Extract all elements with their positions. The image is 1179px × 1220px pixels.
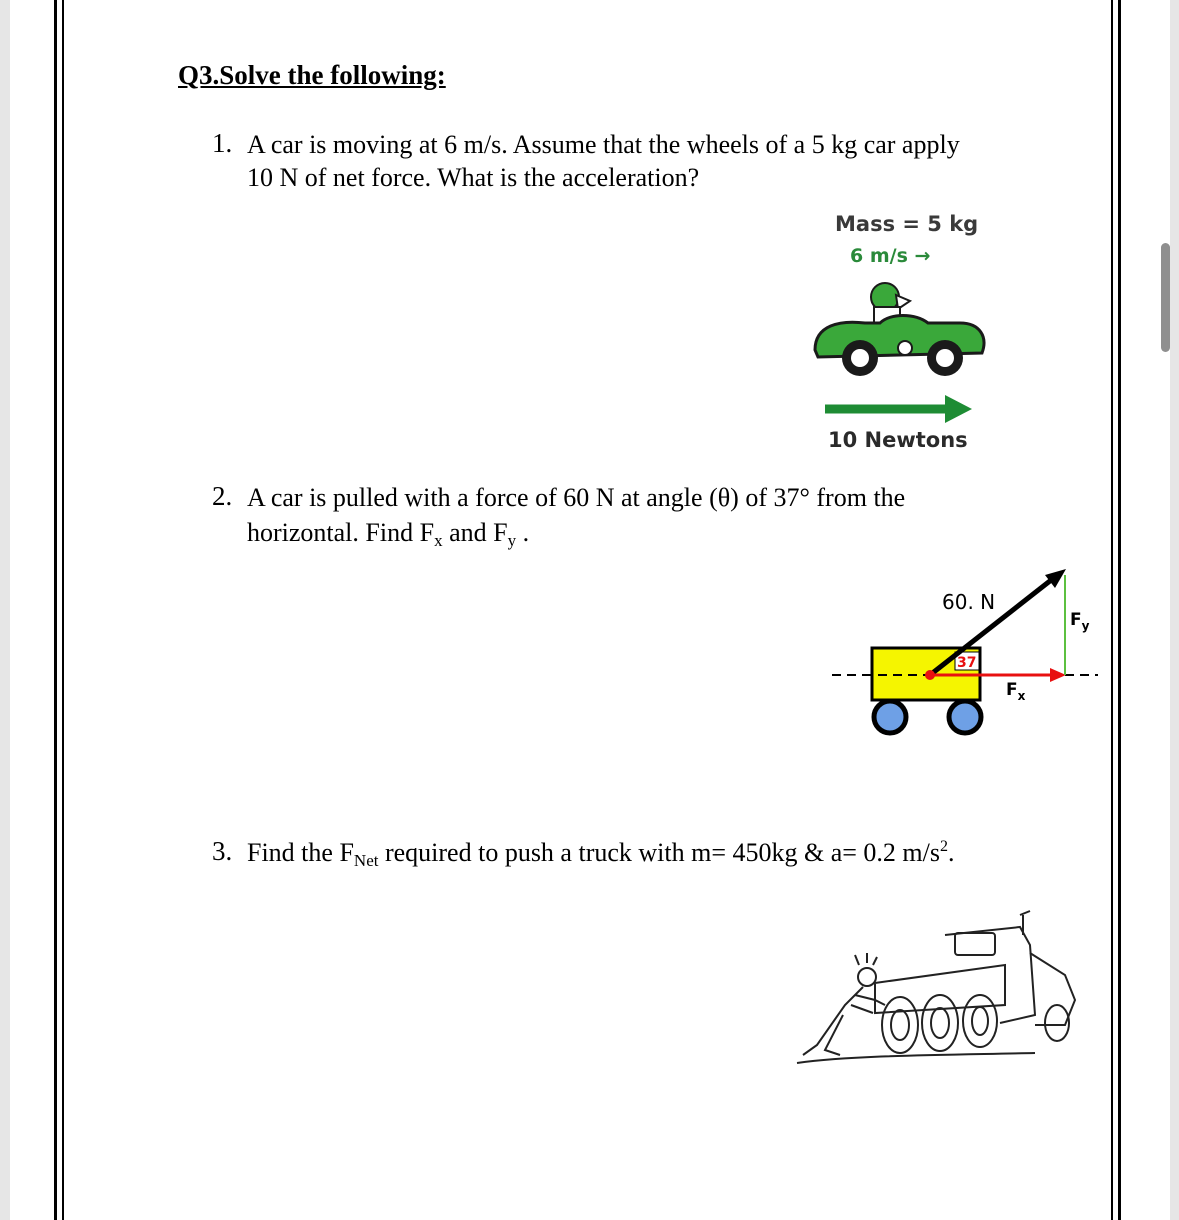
speed-label: 6 m/s → <box>850 245 931 267</box>
q1-line2: 10 N of net force. What is the acceleration? <box>247 163 700 192</box>
left-border-inner <box>62 0 64 1220</box>
q2-number: 2. <box>212 481 233 511</box>
right-border-inner <box>1111 0 1113 1220</box>
q2-cart-figure <box>830 565 1100 745</box>
cart-wheel-icon <box>874 701 906 733</box>
left-border-outer <box>54 0 57 1220</box>
q1-car-figure <box>810 205 1000 465</box>
q1-line1: A car is moving at 6 m/s. Assume that the wheels of a 5 kg car apply <box>247 130 960 159</box>
fx-label: $F_x$ <box>1006 680 1026 703</box>
scrollbar-thumb[interactable] <box>1161 243 1170 352</box>
truck-push-illustration <box>795 905 1085 1070</box>
right-border-outer <box>1118 0 1121 1220</box>
force-label: 10 Newtons <box>828 428 968 452</box>
mass-label: Mass = 5 kg <box>835 212 979 236</box>
q3-number: 3. <box>212 836 233 866</box>
q2-line2: horizontal. Find Fx and Fy . <box>247 518 530 550</box>
force-arrow-head <box>945 395 972 423</box>
cart-wheel-icon <box>949 701 981 733</box>
q1-number: 1. <box>212 128 233 158</box>
section-heading: Q3.Solve the following: <box>178 60 446 90</box>
q2-line1: A car is pulled with a force of 60 N at angle (θ) of 37° from the <box>247 483 906 512</box>
angle-label: 37 <box>957 655 977 671</box>
fy-label: $F_y$ <box>1070 610 1090 633</box>
pull-force-label: 60. N <box>942 590 996 614</box>
q3-text: Find the FNet required to push a truck with m= 450kg & a= 0.2 $m/s^2$. <box>247 838 955 870</box>
